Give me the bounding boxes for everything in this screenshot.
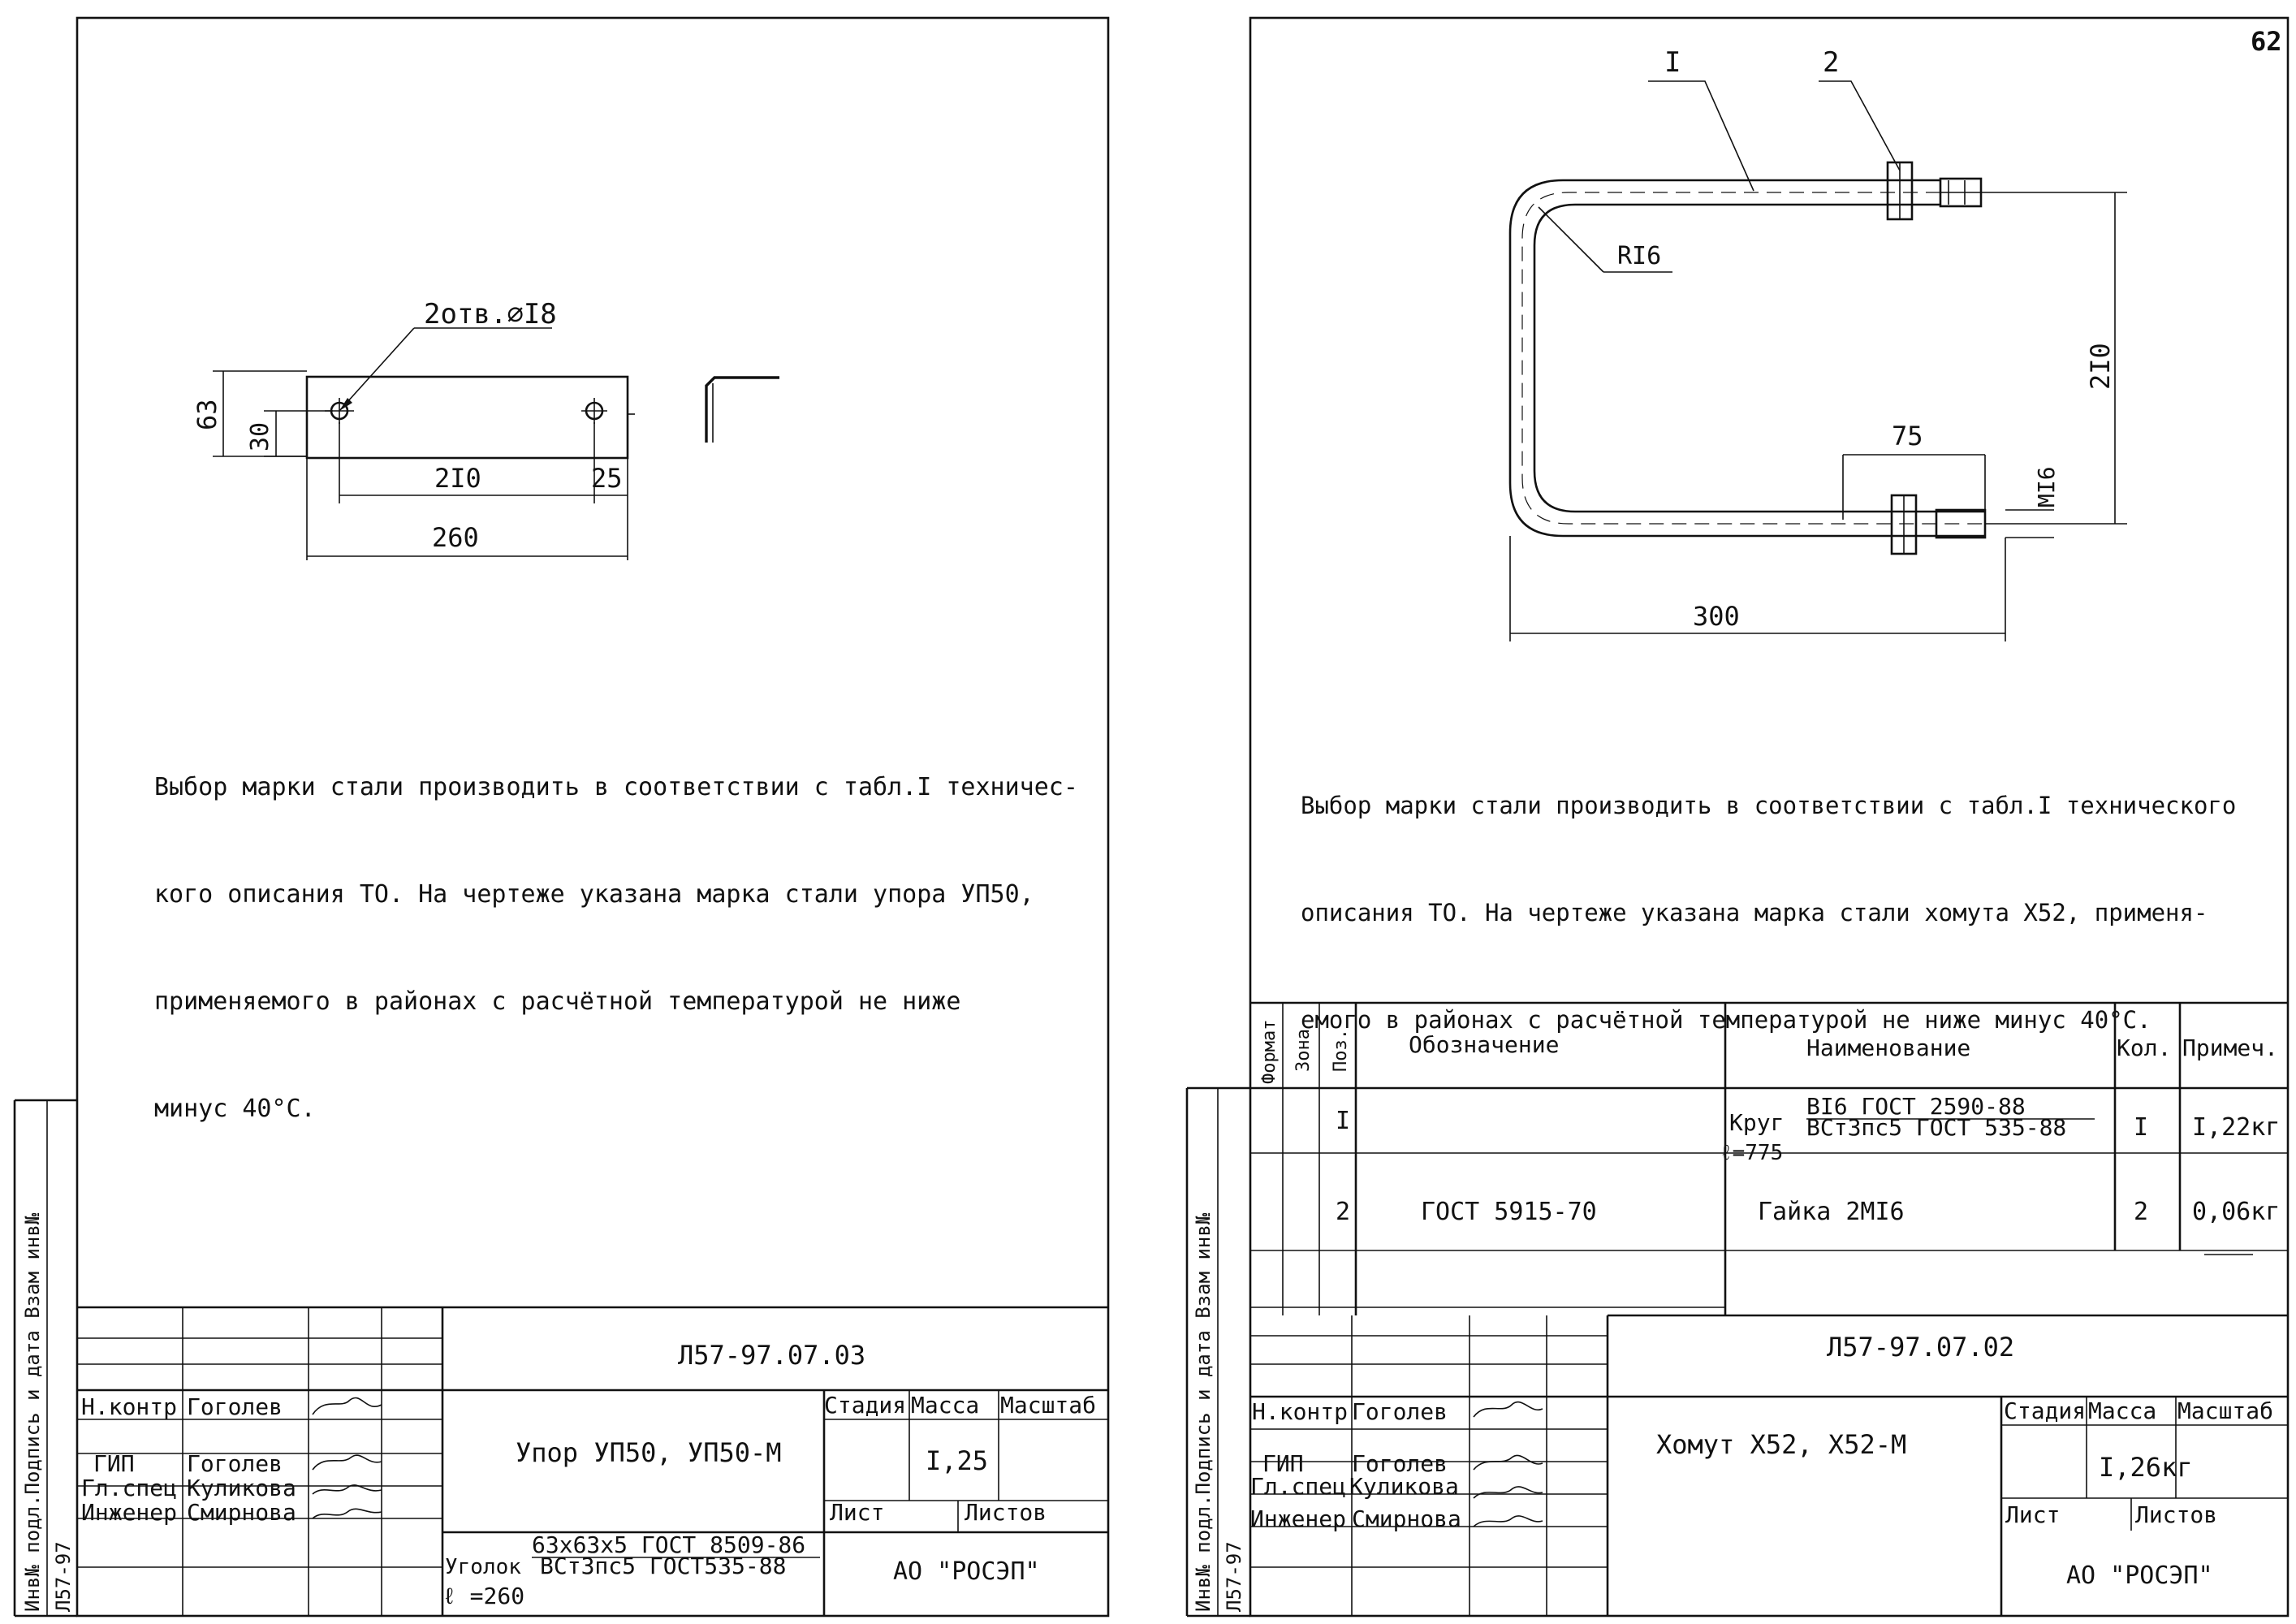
- spec-row1-pos: I: [1336, 1107, 1351, 1135]
- dim-offset-30: 30: [246, 421, 274, 451]
- right-role-3: Инженер: [1250, 1505, 1347, 1532]
- right-name-2: Куликова: [1349, 1473, 1459, 1500]
- dim-thread-dia: MI6: [2033, 466, 2060, 508]
- right-scale-header: Масштаб: [2177, 1397, 2274, 1424]
- spec-header-zone: Зона: [1293, 1029, 1314, 1072]
- spec-row1-qty: I: [2134, 1113, 2149, 1142]
- u-bolt-drawing: [1510, 46, 2127, 641]
- dim-height-63: 63: [192, 399, 222, 430]
- left-signatures: [313, 1397, 382, 1518]
- radius-label: RI6: [1617, 242, 1662, 270]
- spec-header-note: Примеч.: [2182, 1034, 2279, 1061]
- left-side-margin: [15, 1100, 77, 1616]
- right-sheet-label: Лист: [2005, 1501, 2061, 1528]
- right-note-line: описания ТО. На чертеже указана марка стали хомута Х52, применя-: [1301, 899, 2208, 926]
- left-org: АО "РОСЭП": [893, 1557, 1040, 1586]
- spec-row2-pos: 2: [1336, 1198, 1351, 1226]
- right-margin-code: Л57-97: [1223, 1541, 1245, 1612]
- left-title-block: [77, 1307, 1108, 1616]
- left-material-prefix: Уголок: [445, 1555, 521, 1579]
- left-role-1: ГИП: [93, 1450, 135, 1477]
- spec-row1-name-line1: ВI6 ГОСТ 2590-88: [1806, 1093, 2026, 1120]
- left-material-line2: ВСт3пс5 ГОСТ535-88: [540, 1553, 787, 1579]
- spec-header-pos: Поз.: [1331, 1029, 1351, 1072]
- spec-row1-note: I,22кг: [2192, 1113, 2281, 1142]
- left-product-name: Упор УП50, УП50-М: [516, 1437, 782, 1468]
- spec-header-qty: Кол.: [2117, 1034, 2172, 1061]
- spec-row1-name-prefix: Круг: [1729, 1109, 1785, 1136]
- right-note-line: Выбор марки стали производить в соответствии с табл.I технического: [1301, 792, 2237, 819]
- spec-row1-name-line2: ВСт3пс5 ГОСТ 535-88: [1806, 1114, 2067, 1141]
- right-note: [1301, 716, 2275, 1073]
- left-role-0: Н.контр: [81, 1393, 178, 1420]
- spec-row2-qty: 2: [2134, 1198, 2149, 1226]
- spec-header-name: Наименование: [1806, 1034, 1971, 1061]
- right-org: АО "РОСЭП": [2066, 1561, 2213, 1590]
- right-name-0: Гоголев: [1352, 1398, 1448, 1425]
- left-name-0: Гоголев: [187, 1393, 283, 1420]
- u-bolt-inner: [1534, 205, 1985, 512]
- right-role-1: ГИП: [1262, 1450, 1304, 1477]
- spec-row2-note: 0,06кг: [2192, 1198, 2281, 1226]
- left-material-line1: 63х63х5 ГОСТ 8509-86: [532, 1531, 806, 1558]
- left-angle-drawing: [192, 298, 779, 560]
- dim-edge-25: 25: [591, 463, 623, 494]
- left-note-line: минус 40°С.: [154, 1095, 316, 1123]
- u-bolt-outer: [1510, 180, 1985, 536]
- right-role-0: Н.контр: [1252, 1398, 1349, 1425]
- left-margin-code: Л57-97: [52, 1541, 75, 1612]
- dim-width-300: 300: [1693, 601, 1740, 632]
- left-margin-label: Инв№ подл.Подпись и дата Взам инв№: [21, 1212, 44, 1612]
- spec-header-format: Формат: [1259, 1019, 1280, 1084]
- right-product-name: Хомут Х52, Х52-М: [1656, 1429, 1907, 1460]
- callout-1: I: [1664, 46, 1681, 79]
- left-mass-header: Масса: [911, 1392, 980, 1419]
- left-stage-header: Стадия: [824, 1392, 907, 1419]
- right-name-3: Смирнова: [1352, 1505, 1461, 1532]
- holes-label: 2отв.⌀I8: [424, 298, 557, 330]
- left-note-line: Выбор марки стали производить в соответствии с табл.I техничес-: [154, 773, 1078, 801]
- left-scale-header: Масштаб: [1000, 1392, 1097, 1419]
- right-role-2: Гл.спец: [1250, 1473, 1347, 1500]
- right-signatures: [1474, 1402, 1543, 1527]
- left-mass-value: I,25: [926, 1445, 989, 1476]
- left-role-3: Инженер: [81, 1499, 178, 1526]
- right-doc-code: Л57-97.07.02: [1827, 1332, 2015, 1363]
- spec-header-designation: Обозначение: [1409, 1031, 1560, 1058]
- left-sheet-label: Лист: [830, 1499, 885, 1526]
- right-note-line: емого в районах с расчётной температурой не ниже минус 40°С.: [1301, 1006, 2151, 1034]
- right-title-block: [1250, 1315, 2288, 1616]
- left-name-3: Смирнова: [187, 1499, 296, 1526]
- left-doc-code: Л57-97.07.03: [678, 1340, 866, 1371]
- left-note: [154, 698, 1088, 1163]
- left-sheets-label: Листов: [965, 1499, 1047, 1526]
- right-margin-label: Инв№ подл.Подпись и дата Взам инв№: [1192, 1212, 1215, 1612]
- right-side-margin: [1187, 1088, 1250, 1616]
- left-note-line: применяемого в районах с расчётной температурой не ниже: [154, 987, 961, 1016]
- callout-2: 2: [1823, 46, 1840, 79]
- right-stage-header: Стадия: [2004, 1397, 2087, 1424]
- right-name-1: Гоголев: [1352, 1450, 1448, 1477]
- spec-row2-designation: ГОСТ 5915-70: [1421, 1198, 1597, 1226]
- dim-height-210: 2I0: [2085, 343, 2116, 390]
- page-number: 62: [2251, 26, 2282, 57]
- right-mass-header: Масса: [2088, 1397, 2157, 1424]
- spec-row2-name: Гайка 2МI6: [1758, 1198, 1905, 1226]
- left-material-length: ℓ =260: [442, 1583, 525, 1609]
- dim-thread-75: 75: [1892, 421, 1923, 451]
- dim-spacing-210: 2I0: [434, 463, 481, 494]
- left-name-1: Гоголев: [187, 1450, 283, 1477]
- right-mass-value: I,26кг: [2099, 1452, 2193, 1483]
- angle-section: [706, 378, 779, 443]
- left-role-2: Гл.спец: [81, 1475, 178, 1501]
- right-sheets-label: Листов: [2135, 1501, 2218, 1528]
- left-name-2: Куликова: [187, 1475, 296, 1501]
- dim-length-260: 260: [432, 522, 479, 553]
- spec-row1-length: ℓ=775: [1720, 1141, 1784, 1165]
- left-note-line: кого описания ТО. На чертеже указана марка стали упора УП50,: [154, 880, 1034, 909]
